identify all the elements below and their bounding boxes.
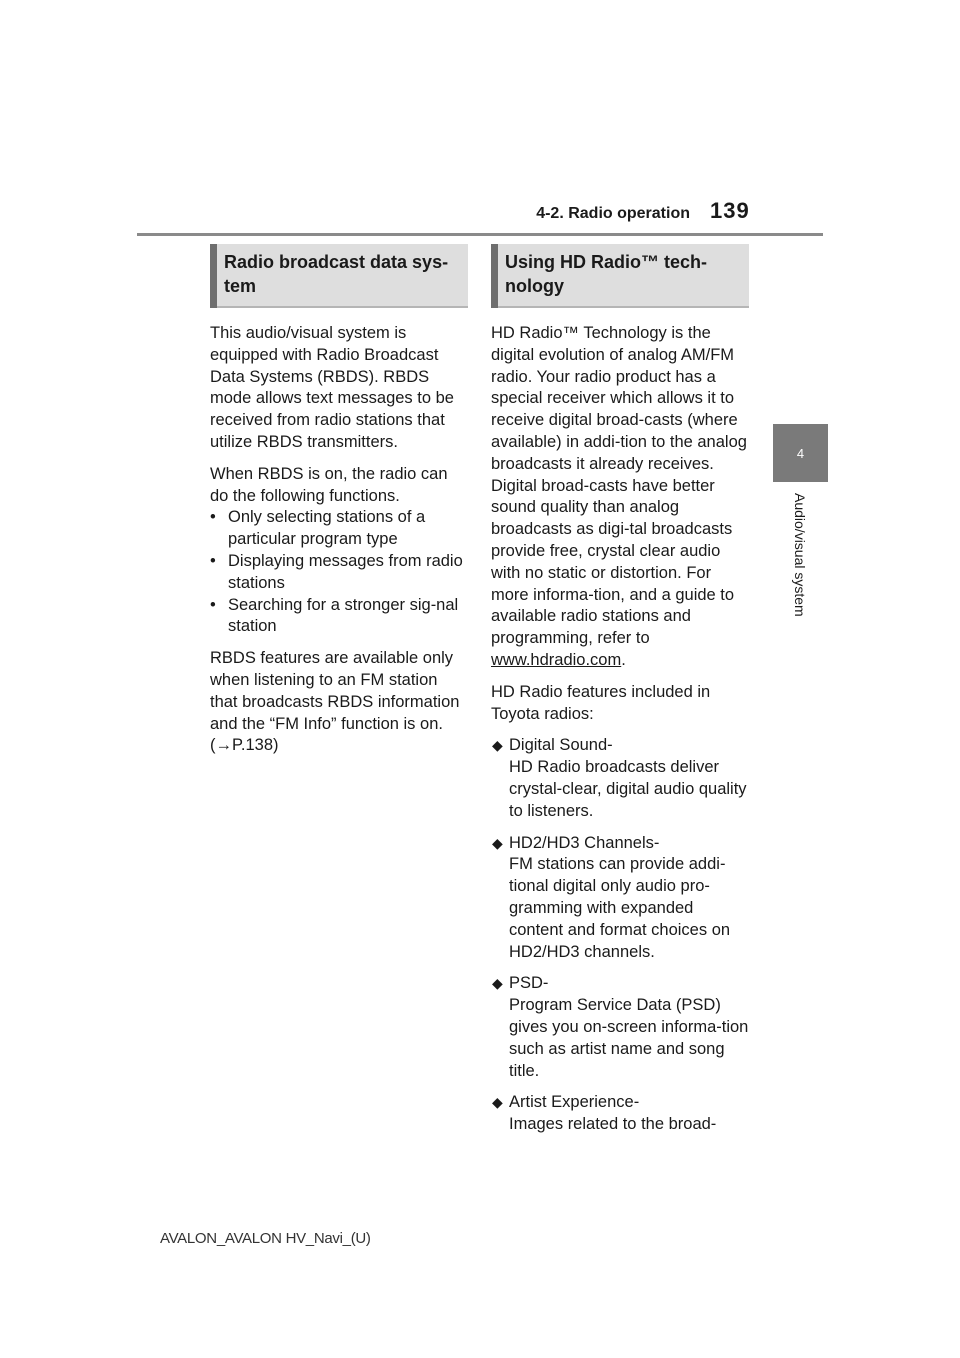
feature-item: ◆ HD2/HD3 Channels- FM stations can provide addi-tional digital only audio pro-gramming with expanded content and format choices on HD2/HD3 channels. [492,833,731,961]
diamond-bullet-icon: ◆ [492,1094,503,1111]
chapter-number: 4 [796,445,805,461]
hd-radio-features-intro: HD Radio features included in Toyota radios: [491,682,711,723]
diamond-bullet-icon: ◆ [492,834,503,851]
list-item: • Only selecting stations of a particular program type [210,508,426,549]
chapter-tab[interactable] [773,424,828,482]
header-rule [137,233,823,236]
rbds-functions-intro: When RBDS is on, the radio can do the following functions. [210,464,448,505]
chapter-label [790,493,810,653]
rbds-intro: This audio/visual system is equipped with Radio Broadcast Data Systems (RBDS). RBDS mode allows text messages to be received from radio stations that utilize RBDS transmitters. [210,324,454,451]
feature-item: ◆ Digital Sound- HD Radio broadcasts deliver crystal-clear, digital audio quality to listeners. [492,736,747,820]
chapter-label-text: Audio/visual system [792,493,808,617]
list-item: • Displaying messages from radio stations [210,551,463,592]
feature-item: ◆ Artist Experience- Images related to the broad- [492,1093,717,1134]
hd-radio-heading: Using HD Radio™ tech-nology [491,244,749,308]
feature-item: ◆ PSD- Program Service Data (PSD) gives you on-screen informa-tion such as artist name and song title. [492,974,749,1080]
right-column [491,244,749,1146]
document-footer: AVALON_AVALON HV_Navi_(U) [160,1230,371,1247]
left-column [210,244,468,767]
list-item: • Searching for a stronger sig-nal station [210,595,459,636]
diamond-bullet-icon: ◆ [492,737,503,754]
rbds-heading: Radio broadcast data sys-tem [210,244,468,308]
arrow-right-icon: → [215,736,232,755]
hdradio-link[interactable]: www.hdradio.com [491,650,622,669]
rbds-availability: RBDS features are available only when listening to an FM station that broadcasts RBDS information and the “FM Info” function is on. (→P.138) [210,649,460,755]
diamond-bullet-icon: ◆ [492,975,503,992]
hd-radio-intro: HD Radio™ Technology is the digital evolution of analog AM/FM radio. Your radio product has a special receiver which allows it to receive digital broad-casts (where available) in addi-tion to the analog broadcasts it already receives. Digital broad-casts have better sound quality than analog broadcasts as digi-tal broadcasts provide free, crystal clear audio with no static or distortion. For more informa-tion, and a guide to available radio stations and programming, refer to www.hdradio.com. [491,324,747,669]
page-reference-link[interactable]: P.138) [232,736,279,755]
section-title: 4-2. Radio operation [536,205,690,222]
page-number: 139 [710,198,750,223]
